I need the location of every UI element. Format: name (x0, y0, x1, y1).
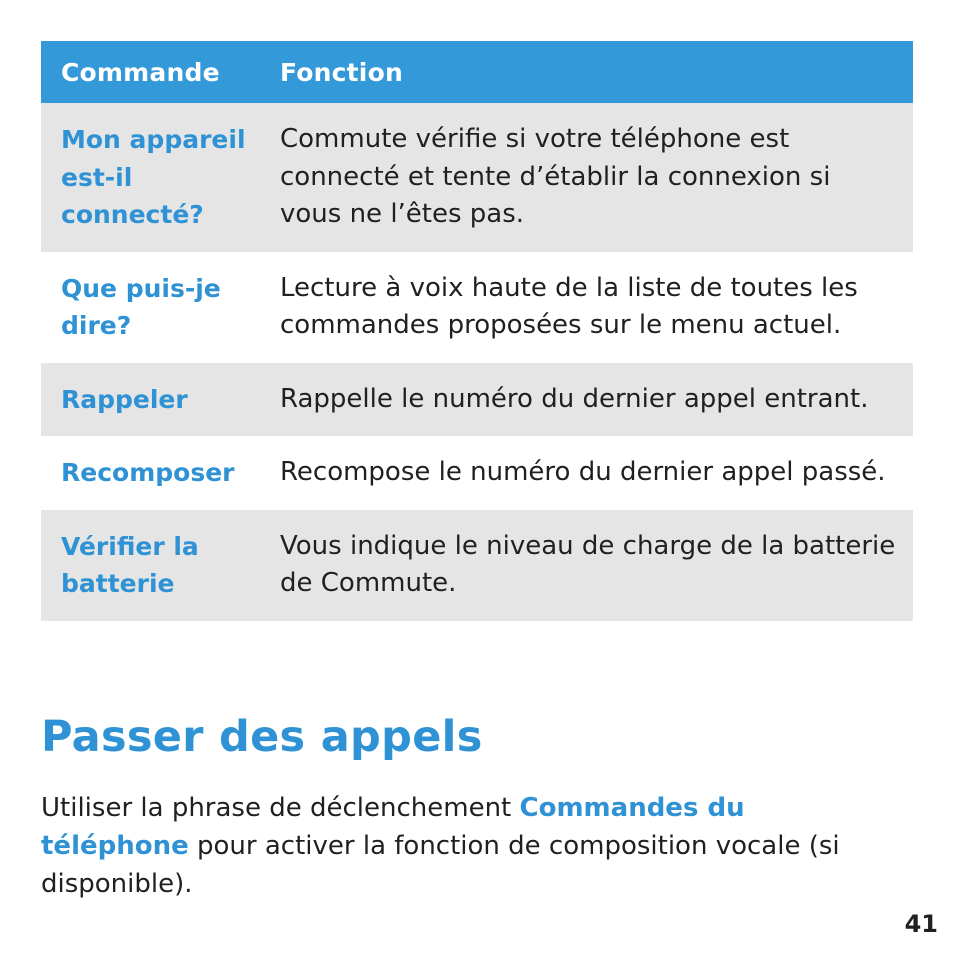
function-cell: Recompose le numéro du dernier appel passé. (280, 436, 913, 510)
function-cell: Commute vérifie si votre téléphone est connecté et tente d’établir la connexion si vous ne l’êtes pas. (280, 103, 913, 252)
header-function: Fonction (280, 41, 913, 103)
table-row (41, 436, 913, 510)
command-cell: Recomposer (41, 436, 280, 510)
commands-table (41, 41, 913, 621)
table-row (41, 363, 913, 437)
command-cell: Rappeler (41, 363, 280, 437)
table-row (41, 103, 913, 252)
paragraph-text-before: Utiliser la phrase de déclenchement (41, 793, 520, 823)
section-paragraph (41, 789, 901, 903)
table-row (41, 252, 913, 363)
function-cell: Vous indique le niveau de charge de la batterie de Commute. (280, 510, 913, 621)
table-header-row (41, 41, 913, 103)
function-cell: Rappelle le numéro du dernier appel entrant. (280, 363, 913, 437)
page-number: 41 (904, 910, 938, 938)
section-title: Passer des appels (41, 712, 483, 762)
paragraph-text-after: pour activer la fonction de composition vocale (si disponible). (41, 831, 840, 899)
trigger-phrase: Commandes du téléphone (41, 793, 745, 861)
command-cell: Mon appareil est-il connecté? (41, 103, 280, 252)
command-cell: Vérifier la batterie (41, 510, 280, 621)
function-cell: Lecture à voix haute de la liste de toutes les commandes proposées sur le menu actuel. (280, 252, 913, 363)
header-command: Commande (41, 41, 280, 103)
command-cell: Que puis-je dire? (41, 252, 280, 363)
table-row (41, 510, 913, 621)
